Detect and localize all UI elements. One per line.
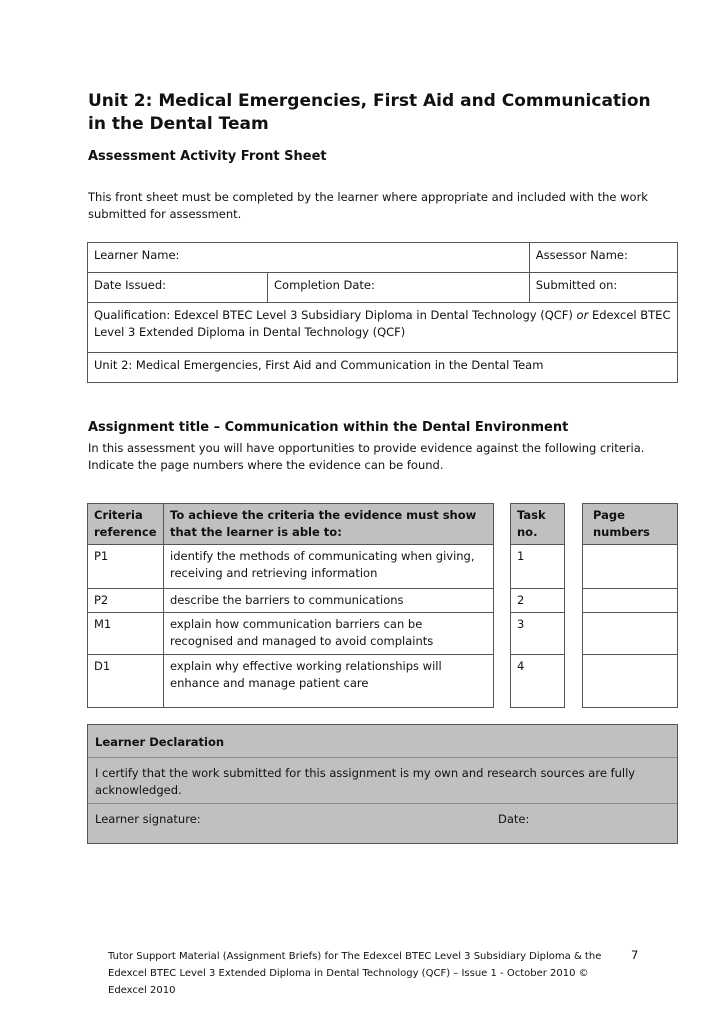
task-number: 3 (511, 613, 565, 655)
task-number: 4 (511, 655, 565, 708)
criteria-ref: M1 (88, 613, 164, 655)
criteria-ref: P1 (88, 545, 164, 589)
submitted-on-field[interactable]: Submitted on: (529, 273, 677, 303)
criteria-reference-header: Criteria reference (88, 504, 164, 545)
task-number: 1 (511, 545, 565, 589)
unit-cell: Unit 2: Medical Emergencies, First Aid and Communication in the Dental Team (88, 353, 678, 383)
qualification-part-b: Edexcel BTEC Level 3 Extended Diploma in Dental Technology (QCF) (94, 308, 671, 339)
learner-signature-field[interactable]: Learner signature: (95, 812, 201, 826)
learner-name-field[interactable]: Learner Name: (88, 243, 530, 273)
page-number-input[interactable] (583, 655, 678, 708)
criteria-text: describe the barriers to communications (164, 589, 494, 613)
page-subtitle: Assessment Activity Front Sheet (88, 149, 327, 164)
criteria-text: identify the methods of communicating when giving, receiving and retrieving information (164, 545, 494, 589)
declaration-statement: I certify that the work submitted for this assignment is my own and research sources are fully acknowledged. (95, 766, 636, 797)
task-number: 2 (511, 589, 565, 613)
learner-declaration-box (87, 724, 678, 844)
page-number-input[interactable] (583, 613, 678, 655)
qualification-part-a: Qualification: Edexcel BTEC Level 3 Subsidiary Diploma in Dental Technology (QCF) (94, 308, 577, 322)
criteria-ref: P2 (88, 589, 164, 613)
qualification-cell (88, 303, 678, 353)
criteria-table (87, 503, 494, 708)
footer-text: Tutor Support Material (Assignment Briefs) for The Edexcel BTEC Level 3 Subsidiary Diploma & the Edexcel BTEC Level 3 Extended Diploma in Dental Technology (QCF) – Issue 1 - October 2010 © Edexcel 2010 (108, 951, 602, 996)
date-issued-field[interactable]: Date Issued: (88, 273, 268, 303)
criteria-ref: D1 (88, 655, 164, 708)
table-row (88, 613, 494, 655)
page-numbers-table (582, 503, 678, 708)
declaration-heading: Learner Declaration (95, 735, 225, 749)
intro-text: This front sheet must be completed by the learner where appropriate and included with the work submitted for assessment. (88, 190, 648, 221)
assignment-intro: In this assessment you will have opportunities to provide evidence against the following criteria. Indicate the page numbers where the evidence can be found. (88, 441, 645, 472)
assignment-title: Assignment title – Communication within the Dental Environment (88, 420, 569, 435)
declaration-date-field[interactable]: Date: (498, 812, 530, 826)
page-numbers-header: Page numbers (583, 504, 678, 545)
table-row (88, 655, 494, 708)
completion-date-field[interactable]: Completion Date: (268, 273, 530, 303)
page-number-input[interactable] (583, 589, 678, 613)
task-number-header: Task no. (511, 504, 565, 545)
table-row (88, 589, 494, 613)
assessor-name-field[interactable]: Assessor Name: (529, 243, 677, 273)
qualification-or: or (576, 308, 589, 322)
page-title: Unit 2: Medical Emergencies, First Aid and Communication in the Dental Team (88, 91, 651, 134)
table-row (88, 545, 494, 589)
criteria-text: explain how communication barriers can be recognised and managed to avoid complaints (164, 613, 494, 655)
criteria-description-header: To achieve the criteria the evidence must show that the learner is able to: (164, 504, 494, 545)
page-number-input[interactable] (583, 545, 678, 589)
learner-info-table (87, 242, 678, 383)
page-number: 7 (631, 948, 639, 962)
criteria-text: explain why effective working relationships will enhance and manage patient care (164, 655, 494, 708)
task-number-table (510, 503, 565, 708)
